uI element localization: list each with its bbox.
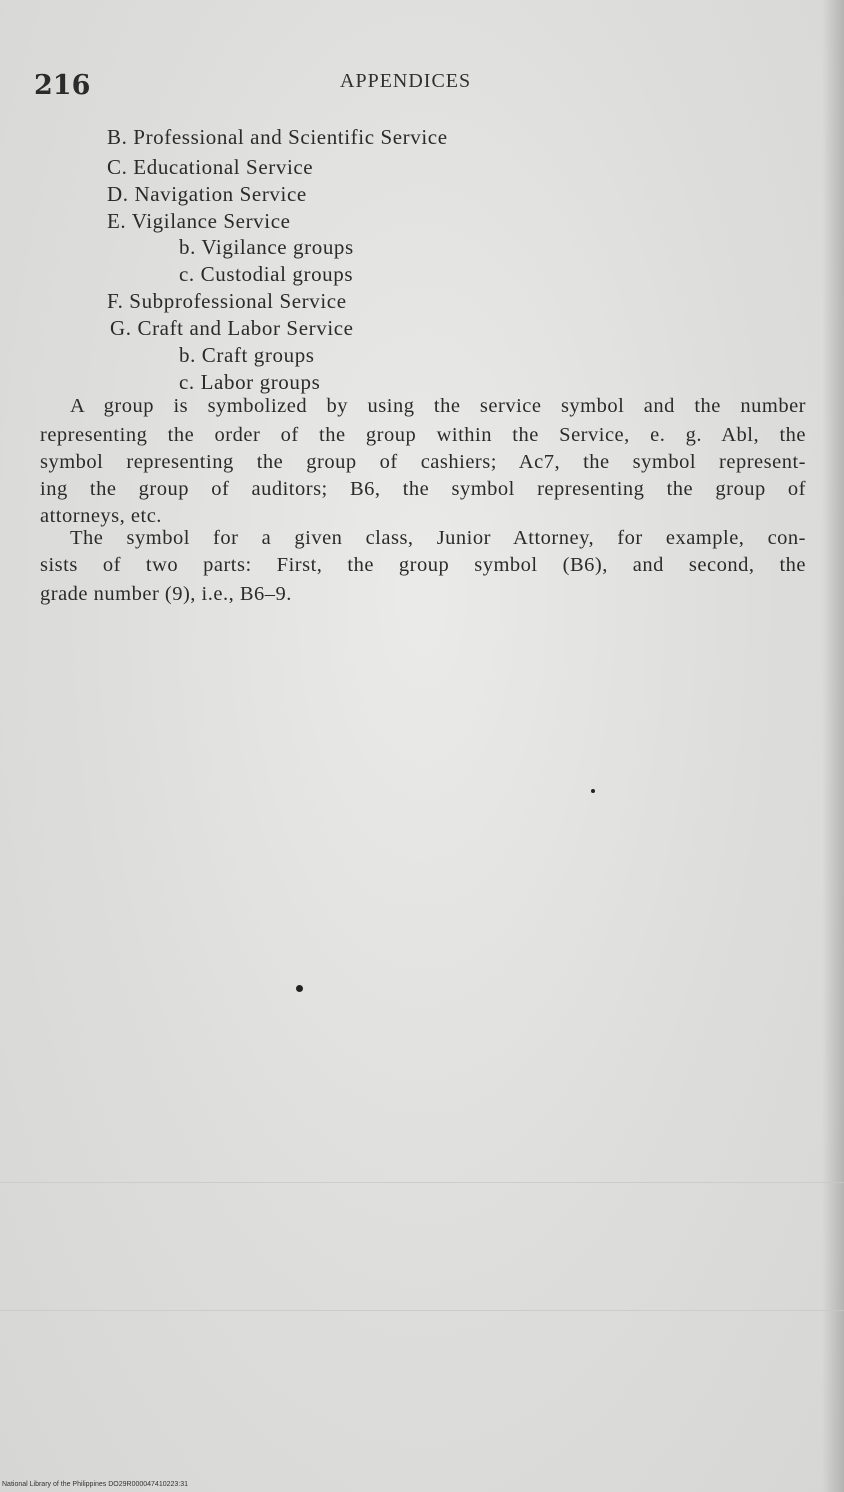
list-subitem: c. Labor groups — [179, 370, 321, 394]
paragraph-line: A group is symbolized by using the service symbol and the number — [70, 395, 806, 417]
ink-speck — [591, 789, 595, 793]
paragraph-line: representing the order of the group within the Service, e. g. Abl, the — [40, 424, 806, 446]
page-number: 216 — [34, 70, 91, 101]
list-item: B. Professional and Scientific Service — [107, 125, 448, 149]
list-subitem: c. Custodial groups — [179, 262, 354, 286]
paragraph-line: ing the group of auditors; B6, the symbol representing the group of — [40, 478, 806, 500]
list-item: C. Educational Service — [107, 155, 314, 179]
paragraph-line: symbol representing the group of cashiers; Ac7, the symbol represent- — [40, 451, 806, 473]
ink-speck — [296, 985, 303, 992]
list-item: F. Subprofessional Service — [107, 289, 347, 313]
bleed-through-line — [0, 1310, 844, 1311]
page-edge-shadow — [822, 0, 844, 1492]
list-item: E. Vigilance Service — [107, 209, 291, 233]
paragraph-line: The symbol for a given class, Junior Attorney, for example, con- — [70, 527, 806, 549]
list-item: D. Navigation Service — [107, 182, 307, 206]
paragraph-line: attorneys, etc. — [40, 505, 162, 527]
paragraph-line: sists of two parts: First, the group symbol (B6), and second, the — [40, 554, 806, 576]
paragraph-line: grade number (9), i.e., B6–9. — [40, 583, 292, 605]
list-item: G. Craft and Labor Service — [110, 316, 354, 340]
running-head: APPENDICES — [340, 70, 472, 92]
list-subitem: b. Vigilance groups — [179, 235, 354, 259]
bleed-through-line — [0, 1182, 844, 1183]
scan-footer: National Library of the Philippines DO29R000047410223:31 — [2, 1481, 189, 1488]
list-subitem: b. Craft groups — [179, 343, 315, 367]
